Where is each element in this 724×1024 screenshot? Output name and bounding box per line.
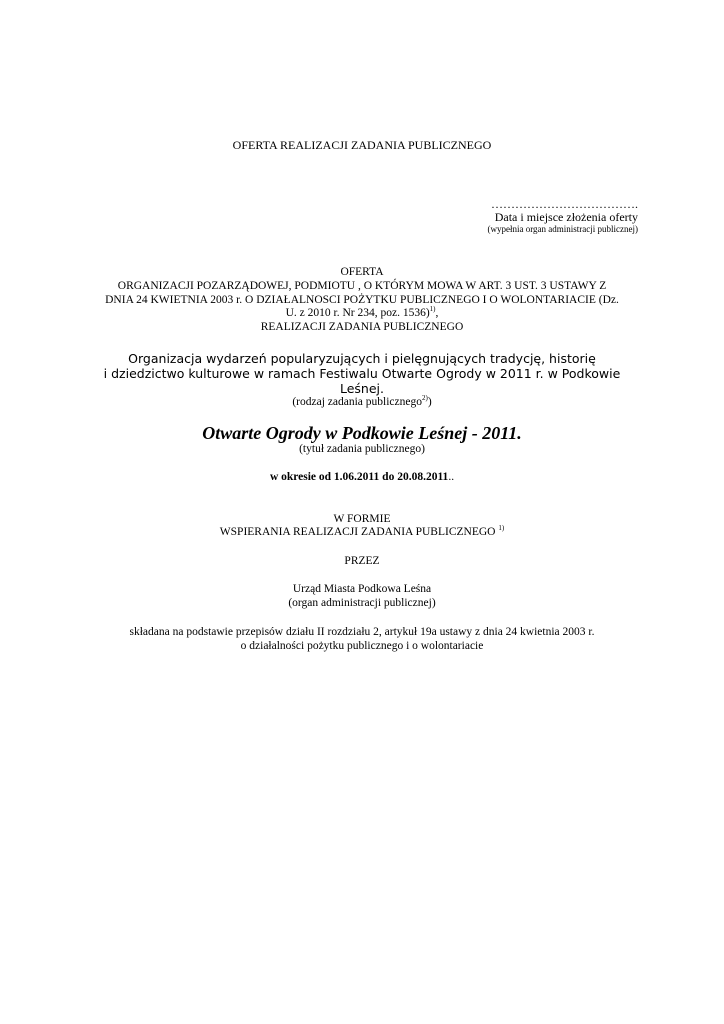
period-dates: w okresie od 1.06.2011 do 20.08.2011 <box>269 471 449 483</box>
task-type-label <box>80 395 644 409</box>
task-title: Otwarte Ogrody w Podkowie Leśnej - 2011. <box>202 423 522 443</box>
organ-name: Urząd Miasta Podkowa Leśna <box>292 583 432 595</box>
form-line-2-text: WSPIERANIA REALIZACJI ZADANIA PUBLICZNEGO <box>219 526 499 538</box>
date-note: (wypełnia organ administracji publicznej) <box>487 224 638 234</box>
offer-line-1: ORGANIZACJI POZARZĄDOWEJ, PODMIOTU , O KTÓRYM MOWA W ART. 3 UST. 3 USTAWY Z <box>117 280 607 292</box>
period-line <box>80 470 644 484</box>
date-label: Data i miejsce złożenia oferty <box>494 210 638 224</box>
organ-label: (organ administracji publicznej) <box>288 597 436 609</box>
offer-line-3-text: U. z 2010 r. Nr 234, poz. 1536) <box>285 307 430 319</box>
offer-line-3 <box>80 306 644 320</box>
footnote-ref-2: 2) <box>421 394 428 403</box>
task-name-line-2: i dziedzictwo kulturowe w ramach Festiwalu Otwarte Ogrody w 2011 r. w Podkowie <box>103 366 621 381</box>
task-name-line-3: Leśnej. <box>339 381 384 396</box>
task-title-label: (tytuł zadania publicznego) <box>299 443 425 455</box>
offer-line-3-end: , <box>435 307 439 319</box>
by-label: PRZEZ <box>344 555 380 567</box>
offer-heading: OFERTA <box>340 266 384 278</box>
period-suffix: .. <box>448 471 455 483</box>
offer-line-4: REALIZACJI ZADANIA PUBLICZNEGO <box>260 321 464 333</box>
legal-basis-line-2: o działalności pożytku publicznego i o wolontariacie <box>240 640 484 652</box>
task-type-label-end: ) <box>427 396 432 408</box>
form-line-2 <box>80 525 644 539</box>
footnote-ref-1: 1) <box>429 305 436 314</box>
form-line-1: W FORMIE <box>333 513 391 525</box>
footnote-ref-3: 1) <box>498 524 505 533</box>
offer-line-2: DNIA 24 KWIETNIA 2003 r. O DZIAŁALNOSCI POŻYTKU PUBLICZNEGO I O WOLONTARIACIE (Dz. <box>105 294 619 306</box>
task-name-line-1: Organizacja wydarzeń popularyzujących i pielęgnujących tradycję, historię <box>128 351 596 366</box>
legal-basis-line-1: składana na podstawie przepisów działu II rozdziału 2, artykuł 19a ustawy z dnia 24 kwietnia 2003 r. <box>129 626 595 638</box>
document-header-title: OFERTA REALIZACJI ZADANIA PUBLICZNEGO <box>232 138 492 152</box>
date-dots: ………………………………. <box>491 197 638 211</box>
task-type-label-text: (rodzaj zadania publicznego <box>292 396 422 408</box>
